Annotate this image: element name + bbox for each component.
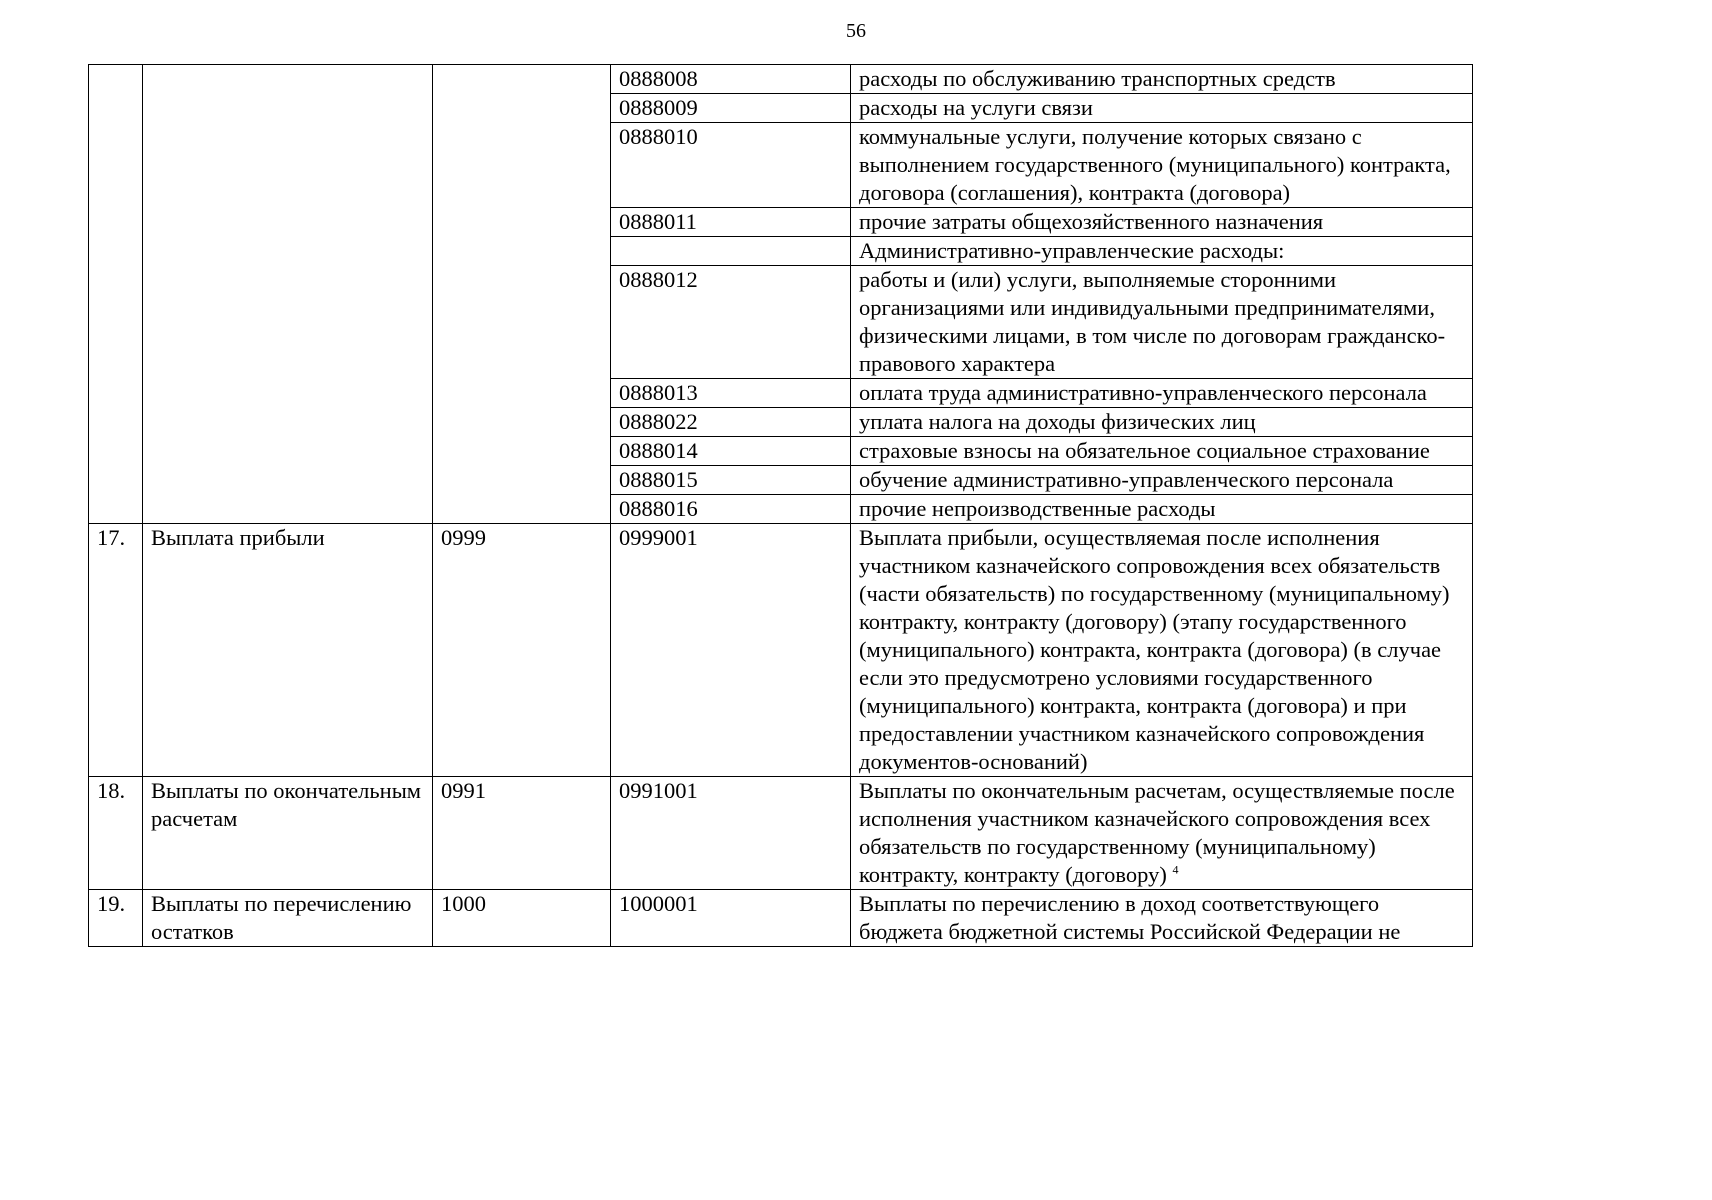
subcode-cell: 0888012 bbox=[611, 266, 851, 379]
payment-description bbox=[851, 777, 1473, 890]
table-row-18 bbox=[89, 777, 1473, 890]
payment-code: 0991 bbox=[433, 777, 611, 890]
payment-code: 0999 bbox=[433, 524, 611, 777]
payment-name: Выплата прибыли bbox=[143, 524, 433, 777]
table-row bbox=[89, 65, 1473, 94]
description-cell: оплата труда административно-управленческого персонала bbox=[851, 379, 1473, 408]
description-cell: прочие непроизводственные расходы bbox=[851, 495, 1473, 524]
table-row-17 bbox=[89, 524, 1473, 777]
payment-name: Выплаты по окончательным расчетам bbox=[143, 777, 433, 890]
row-number: 17. bbox=[89, 524, 143, 777]
subcode-cell: 0888014 bbox=[611, 437, 851, 466]
subcode-cell: 0888008 bbox=[611, 65, 851, 94]
classification-table bbox=[88, 64, 1473, 947]
payment-description-text: Выплаты по перечислению в доход соответствующего бюджета бюджетной системы Российской Федерации не bbox=[859, 891, 1401, 944]
description-cell: расходы по обслуживанию транспортных средств bbox=[851, 65, 1473, 94]
subcode-cell: 0888009 bbox=[611, 94, 851, 123]
subcode-cell: 0888022 bbox=[611, 408, 851, 437]
subcode-cell: 0888016 bbox=[611, 495, 851, 524]
payment-name: Выплаты по перечислению остатков bbox=[143, 890, 433, 947]
payment-subcode: 0999001 bbox=[611, 524, 851, 777]
row-number: 18. bbox=[89, 777, 143, 890]
footnote-marker: 4 bbox=[1172, 862, 1179, 877]
payment-description-text: Выплата прибыли, осуществляемая после исполнения участником казначейского сопровождения всех обязательств (части обязательств) по государственному (муниципальному) контракту, контракту (договору) (этапу государственного (муниципального) контракта, контракта (договора) (в случае если это предусмотрено условиями государственного (муниципального) контракта, контракта (договора) и при предоставлении участником казначейского сопровождения документов-оснований) bbox=[859, 525, 1450, 774]
table-row-19 bbox=[89, 890, 1473, 947]
payment-description-text: Выплаты по окончательным расчетам, осуществляемые после исполнения участником казначейского сопровождения всех обязательств по государственному (муниципальному) контракту, контракту (договору) bbox=[859, 778, 1455, 887]
page-number: 56 bbox=[846, 20, 866, 42]
description-cell: уплата налога на доходы физических лиц bbox=[851, 408, 1473, 437]
description-cell: прочие затраты общехозяйственного назначения bbox=[851, 208, 1473, 237]
subcode-cell: 0888011 bbox=[611, 208, 851, 237]
description-cell: расходы на услуги связи bbox=[851, 94, 1473, 123]
subcode-cell: 0888013 bbox=[611, 379, 851, 408]
payment-subcode: 0991001 bbox=[611, 777, 851, 890]
code-cell bbox=[433, 65, 611, 524]
payment-description bbox=[851, 524, 1473, 777]
description-cell: страховые взносы на обязательное социальное страхование bbox=[851, 437, 1473, 466]
payment-subcode: 1000001 bbox=[611, 890, 851, 947]
row-number: 19. bbox=[89, 890, 143, 947]
description-cell: коммунальные услуги, получение которых связано с выполнением государственного (муниципального) контракта, договора (соглашения), контракта (договора) bbox=[851, 123, 1473, 208]
section-heading-cell: Административно-управленческие расходы: bbox=[851, 237, 1473, 266]
name-cell bbox=[143, 65, 433, 524]
subcode-cell bbox=[611, 237, 851, 266]
payment-code: 1000 bbox=[433, 890, 611, 947]
subcode-cell: 0888010 bbox=[611, 123, 851, 208]
payment-description bbox=[851, 890, 1473, 947]
description-cell: обучение административно-управленческого персонала bbox=[851, 466, 1473, 495]
subcode-cell: 0888015 bbox=[611, 466, 851, 495]
description-cell: работы и (или) услуги, выполняемые сторонними организациями или индивидуальными предпринимателями, физическими лицами, в том числе по договорам гражданско-правового характера bbox=[851, 266, 1473, 379]
num-cell bbox=[89, 65, 143, 524]
